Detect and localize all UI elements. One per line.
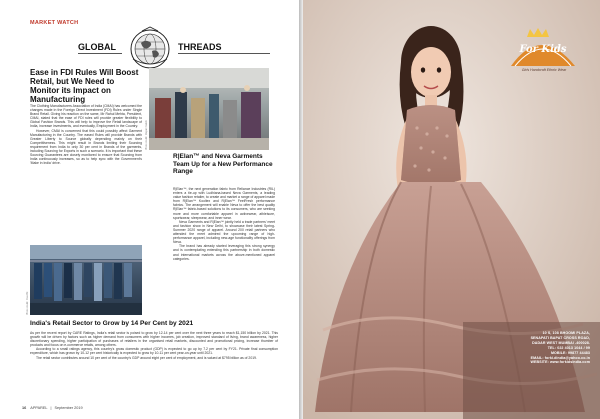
brand-name: For Kids [519, 44, 567, 55]
photo2-credit: Photo credit: FreePik [26, 291, 29, 315]
address-line-3: DADAR WEST MUMBAI -400028. [532, 340, 590, 345]
article3-body [30, 331, 278, 360]
article2-title: R|Elan™ and Neva Garments Team Up for a New Performance Range [173, 153, 273, 175]
header-global: GLOBAL [78, 42, 116, 52]
advert-page [303, 0, 600, 419]
header-threads: THREADS [178, 42, 222, 52]
page-number: 16 [22, 406, 27, 410]
header-rule-left [78, 53, 122, 54]
article3-para-1: As per the recent report by CARE Ratings, India's retail sector is poised to grow by 12-14 per cent over the next three years to reach $1,150 billion by 2021. This growth will be driven by factors such as higher demand from consumers with higher incomes, job creation, improved standard of living, brand awareness, higher discretionary spending, higher participation of purchases of retailers in the organised retail markets, discounted and promotional pricing, increase thumber of products and focus on e-commerce retails, among others. [30, 331, 278, 348]
email[interactable]: EMAIL: forki.dindia@yahoo.co.in [530, 355, 590, 360]
magazine-name: APPAREL [30, 406, 48, 410]
article3-para-2: According to a small ratings agency, this country's gross domestic product (GDP) is expected to go up by 7.2 per cent by FY21. Private final consumption expenditure, which has grown by 10-12 per cent historically is expected to grow by 10-11 per cent year-on-year until 2021. [30, 347, 278, 356]
mobile: MOBILE: 99877 44483 [550, 350, 590, 355]
header-rule-right [178, 53, 270, 54]
section-label: MARKET WATCH [30, 20, 79, 26]
article2-para-3: The brand has already started leveraging this strong synergy and is contemplating extending this partnership in both domestic and international markets across the above-mentioned apparel categories. [173, 244, 275, 261]
article3-para-3: The retail sector contributes around 10 per cent of the country's GDP around eight per cent of employment, and is valued at $795 billion as of 2019. [36, 355, 257, 360]
website[interactable]: WEBSITE: www.forkidsindia.com [530, 360, 590, 365]
issue-date: September 2019 [54, 406, 83, 410]
article1-title: Ease in FDI Rules Will Boost Retail, but We Need to Monitor its Impact on Manufacturing [30, 68, 139, 104]
article1-para-2: However, CMAI is concerned that this could possibly affect Garment Manufacturing in the Country. The eased Rules will provide Brands with Greater Liberty to Source globally depending mainly on their Competitiveness. This might result in Brands limiting their Sourcing requirement from India to only 30 per cent in Brands of the garments, including Sourcing for Exports in such a scenario. It is important that these Sourcing Guarantees are closely monitored to ensure that Sourcing from India continuously increases, so as to help sync with the Government's 'Make in India' drive. [30, 128, 142, 166]
page-footer: 16 APPAREL | September 2019 [22, 406, 83, 410]
article3-title: India's Retail Sector to Grow by 14 Per Cent by 2021 [30, 320, 194, 327]
address-line-2: SENAPATI BAPAT CROSS ROAD, [530, 335, 590, 340]
contact-address-block [468, 331, 590, 365]
address-line-1: 10 S, 108 BHOOMI PLAZA, [542, 331, 590, 335]
article2-para-1: R|Elan™, the next generation fabric from Reliance Industries (RIL) enters a tie-up with Ludhiana-based Neva Garments, a leading value fashion retailer, to create and market a range of apparel made from R|Elan™ Kooltex and R|Elan™ FeelFresh performance fabrics. The arrangement will enable Neva to offer the best quality R|Elan™ fabric-based solutions to its consumers, who are seeking more and more comfortable apparel in activewear, athleisure, sportswear, sleepwear, and inner wear. [173, 187, 275, 220]
article1-body [30, 104, 142, 165]
photo1-credit: Photo credit: Rayan Daksh [145, 120, 148, 150]
article1-para-1: The Clothing Manufacturers Association of India (CMAI) has welcomed the changes made in the Foreign Direct Investment (FDI) Rules under Single Brand Retail. Giving his reaction on the same, Mr Rahul Mehta, President, CMAI, stated that the ease of FDI rules will provide greater flexibility to Global Fashion Brands. This will help to improve the Retail landscape of India, increase investments, and eventually, Employment in the Country. [30, 104, 142, 129]
article2-para-2: Neva Garments and R|Elan™ jointly held a trade partners' meet and fashion show in New Delhi, to showcase their latest Spring-Summer 2020 range of apparel. Around 200 retail partners who attended the meet admired the upcoming range of high-performance apparel, including new-age functionality offerings from Neva. [173, 219, 275, 245]
brand-tagline: Girls Handcraft Ethnic Wear [521, 68, 567, 72]
article2-body [173, 187, 275, 261]
clothing-rack-photo [30, 245, 142, 315]
store-interior-photo [149, 68, 269, 150]
telephone: TEL: 022 4013 1044 / 99 [547, 345, 590, 350]
